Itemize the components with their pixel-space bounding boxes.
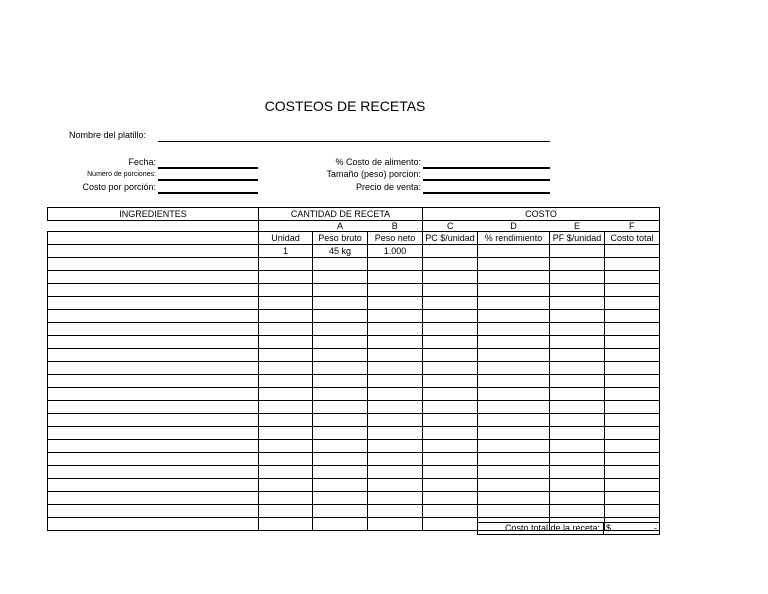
header-cantidad: CANTIDAD DE RECETA <box>259 208 423 221</box>
portions-label: Numero de porciones: <box>87 171 156 178</box>
table-cell[interactable] <box>478 349 550 362</box>
table-cell[interactable] <box>605 310 660 323</box>
table-cell[interactable] <box>550 271 605 284</box>
table-cell[interactable] <box>368 362 423 375</box>
peso-bruto-cell[interactable]: 45 kg <box>313 245 368 258</box>
table-cell[interactable] <box>368 349 423 362</box>
table-cell[interactable] <box>48 401 259 414</box>
table-cell[interactable] <box>478 440 550 453</box>
table-cell[interactable] <box>605 362 660 375</box>
sale-price-label: Precio de venta: <box>355 182 421 192</box>
table-cell[interactable] <box>423 466 478 479</box>
table-cell[interactable] <box>48 271 259 284</box>
column-pf-unidad: PF $/unidad <box>550 232 605 245</box>
table-cell[interactable] <box>478 323 550 336</box>
table-cell[interactable] <box>313 440 368 453</box>
table-cell[interactable] <box>605 479 660 492</box>
table-cell[interactable] <box>423 479 478 492</box>
empty-rows <box>48 258 660 531</box>
table-cell[interactable] <box>605 284 660 297</box>
table-row <box>48 375 660 388</box>
table-cell[interactable] <box>605 401 660 414</box>
peso-neto-cell[interactable]: 1.000 <box>368 245 423 258</box>
table-cell[interactable] <box>423 401 478 414</box>
table-cell[interactable] <box>48 310 259 323</box>
table-cell[interactable] <box>313 323 368 336</box>
table-cell[interactable] <box>605 440 660 453</box>
table-row <box>48 258 660 271</box>
column-peso-neto: Peso neto <box>368 232 423 245</box>
table-cell[interactable] <box>48 414 259 427</box>
table-cell[interactable] <box>423 362 478 375</box>
table-cell[interactable] <box>259 492 313 505</box>
table-cell[interactable] <box>478 336 550 349</box>
table-cell[interactable] <box>423 323 478 336</box>
table-cell[interactable] <box>478 453 550 466</box>
table-cell[interactable] <box>550 362 605 375</box>
table-cell[interactable] <box>368 414 423 427</box>
table-cell[interactable] <box>259 440 313 453</box>
table-cell[interactable] <box>259 505 313 518</box>
table-cell[interactable] <box>605 258 660 271</box>
table-cell[interactable] <box>313 388 368 401</box>
table-cell[interactable] <box>550 479 605 492</box>
table-row <box>48 349 660 362</box>
table-cell[interactable] <box>605 336 660 349</box>
table-cell[interactable] <box>259 297 313 310</box>
table-row <box>48 297 660 310</box>
letter-f: F <box>605 221 660 232</box>
table-cell[interactable] <box>478 414 550 427</box>
recipe-cost-table <box>47 207 660 531</box>
table-cell[interactable] <box>259 427 313 440</box>
table-cell[interactable] <box>423 336 478 349</box>
table-cell[interactable] <box>605 492 660 505</box>
letter-c: C <box>423 221 478 232</box>
recipe-total <box>477 522 660 535</box>
currency-symbol: $ <box>606 523 612 533</box>
table-cell[interactable] <box>259 518 313 531</box>
table-cell[interactable] <box>368 492 423 505</box>
table-cell[interactable] <box>48 388 259 401</box>
table-cell[interactable] <box>313 505 368 518</box>
table-cell[interactable] <box>368 453 423 466</box>
table-cell[interactable] <box>48 453 259 466</box>
table-cell[interactable] <box>478 388 550 401</box>
table-cell[interactable] <box>550 492 605 505</box>
table-cell[interactable] <box>478 401 550 414</box>
recipe-total-value <box>604 523 659 534</box>
unidad-cell[interactable]: 1 <box>259 245 313 258</box>
table-cell[interactable] <box>550 401 605 414</box>
table-cell[interactable] <box>605 453 660 466</box>
table-cell[interactable] <box>368 323 423 336</box>
table-cell[interactable] <box>368 479 423 492</box>
table-cell[interactable] <box>368 297 423 310</box>
table-cell[interactable] <box>423 440 478 453</box>
table-cell[interactable] <box>423 284 478 297</box>
table-cell[interactable] <box>368 310 423 323</box>
table-cell[interactable] <box>313 258 368 271</box>
table-cell[interactable] <box>48 349 259 362</box>
table-cell[interactable] <box>605 375 660 388</box>
header-costo: COSTO <box>423 208 660 221</box>
table-cell[interactable] <box>259 284 313 297</box>
table-cell[interactable] <box>259 414 313 427</box>
table-cell[interactable] <box>368 336 423 349</box>
table-cell[interactable] <box>313 375 368 388</box>
table-cell[interactable] <box>478 362 550 375</box>
table-cell[interactable] <box>605 349 660 362</box>
table-cell[interactable] <box>423 505 478 518</box>
table-cell[interactable] <box>48 258 259 271</box>
table-cell[interactable] <box>423 414 478 427</box>
table-cell[interactable] <box>423 492 478 505</box>
table-cell[interactable] <box>313 427 368 440</box>
table-cell[interactable] <box>423 297 478 310</box>
table-cell[interactable] <box>478 479 550 492</box>
table-cell[interactable] <box>550 336 605 349</box>
table-row <box>48 401 660 414</box>
portion-size-label: Tamaño (peso) porcion: <box>326 169 421 179</box>
table-cell[interactable] <box>48 466 259 479</box>
date-label: Fecha: <box>128 157 156 167</box>
table-row <box>48 245 660 258</box>
table-cell[interactable] <box>478 492 550 505</box>
table-row <box>48 271 660 284</box>
table-cell[interactable] <box>259 453 313 466</box>
table-cell[interactable] <box>259 466 313 479</box>
total-amount: - <box>654 523 657 533</box>
table-cell[interactable] <box>423 271 478 284</box>
table-cell[interactable] <box>550 427 605 440</box>
table-cell[interactable] <box>48 362 259 375</box>
table-cell[interactable] <box>259 388 313 401</box>
table-cell[interactable] <box>550 310 605 323</box>
table-cell[interactable] <box>48 336 259 349</box>
table-row <box>48 336 660 349</box>
table-cell[interactable] <box>313 479 368 492</box>
table-cell[interactable] <box>259 362 313 375</box>
table-cell[interactable] <box>259 336 313 349</box>
table-cell[interactable] <box>478 284 550 297</box>
table-row <box>48 427 660 440</box>
table-cell[interactable] <box>478 505 550 518</box>
table-cell[interactable] <box>368 258 423 271</box>
table-cell[interactable] <box>259 271 313 284</box>
table-cell[interactable] <box>423 349 478 362</box>
recipe-total-label: Costo total de la receta: <box>478 523 604 534</box>
table-cell[interactable] <box>605 427 660 440</box>
table-cell[interactable] <box>605 466 660 479</box>
table-cell[interactable] <box>259 258 313 271</box>
column-rendimiento: % rendimiento <box>478 232 550 245</box>
table-cell[interactable] <box>48 284 259 297</box>
table-cell[interactable] <box>368 401 423 414</box>
table-row <box>48 479 660 492</box>
table-cell[interactable] <box>550 375 605 388</box>
table-row <box>48 440 660 453</box>
table-cell[interactable] <box>368 427 423 440</box>
table-cell[interactable] <box>550 505 605 518</box>
table-cell[interactable] <box>313 349 368 362</box>
table-row <box>48 388 660 401</box>
table-cell[interactable] <box>478 310 550 323</box>
table-cell[interactable] <box>48 375 259 388</box>
table-cell[interactable] <box>368 388 423 401</box>
ingredient-cell[interactable] <box>48 245 259 258</box>
table-cell[interactable] <box>313 284 368 297</box>
table-cell[interactable] <box>48 323 259 336</box>
letter-a: A <box>336 221 343 231</box>
letter-d: D <box>510 221 517 231</box>
table-cell[interactable] <box>605 271 660 284</box>
table-row <box>48 453 660 466</box>
letter-e: E <box>573 221 580 231</box>
table-cell[interactable] <box>478 375 550 388</box>
table-cell[interactable] <box>313 492 368 505</box>
table-cell[interactable] <box>550 466 605 479</box>
cost-per-portion-field[interactable] <box>158 192 258 194</box>
table-cell[interactable] <box>550 453 605 466</box>
table-row <box>48 492 660 505</box>
table-cell[interactable] <box>259 479 313 492</box>
table-cell[interactable] <box>313 401 368 414</box>
table-cell[interactable] <box>423 388 478 401</box>
table-cell[interactable] <box>550 440 605 453</box>
header-ingredientes: INGREDIENTES <box>48 208 259 221</box>
table-cell[interactable] <box>368 375 423 388</box>
rendimiento-cell[interactable] <box>478 245 550 258</box>
column-peso-bruto: Peso bruto <box>313 232 368 245</box>
table-cell[interactable] <box>478 427 550 440</box>
table-row <box>48 505 660 518</box>
table-cell[interactable] <box>313 336 368 349</box>
table-cell[interactable] <box>550 414 605 427</box>
table-cell[interactable] <box>605 388 660 401</box>
food-cost-label: % Costo de alimento: <box>335 157 421 167</box>
date-field[interactable] <box>158 167 258 169</box>
table-cell[interactable] <box>313 518 368 531</box>
page-title: COSTEOS DE RECETAS <box>264 98 426 114</box>
table-cell[interactable] <box>259 401 313 414</box>
table-cell[interactable] <box>259 310 313 323</box>
table-cell[interactable] <box>313 414 368 427</box>
table-cell[interactable] <box>368 271 423 284</box>
table-cell[interactable] <box>605 505 660 518</box>
table-cell[interactable] <box>48 427 259 440</box>
table-row <box>48 310 660 323</box>
table-cell[interactable] <box>423 453 478 466</box>
table-cell[interactable] <box>605 414 660 427</box>
table-cell[interactable] <box>605 323 660 336</box>
dish-name-label: Nombre del platillo: <box>69 130 147 140</box>
table-cell[interactable] <box>478 297 550 310</box>
table-cell[interactable] <box>368 505 423 518</box>
pf-unidad-cell[interactable] <box>550 245 605 258</box>
table-cell[interactable] <box>550 349 605 362</box>
table-cell[interactable] <box>550 297 605 310</box>
table-row <box>48 466 660 479</box>
table-cell[interactable] <box>550 323 605 336</box>
table-cell[interactable] <box>48 297 259 310</box>
table-cell[interactable] <box>423 375 478 388</box>
table-cell[interactable] <box>313 271 368 284</box>
table-cell[interactable] <box>423 258 478 271</box>
table-cell[interactable] <box>48 440 259 453</box>
letter-b: B <box>391 221 398 231</box>
table-cell[interactable] <box>48 492 259 505</box>
table-row <box>48 323 660 336</box>
table-cell[interactable] <box>478 466 550 479</box>
table-cell[interactable] <box>313 310 368 323</box>
table-cell[interactable] <box>48 505 259 518</box>
table-row <box>48 362 660 375</box>
column-unidad: Unidad <box>259 232 313 245</box>
pc-unidad-cell[interactable] <box>423 245 478 258</box>
table-cell[interactable] <box>478 271 550 284</box>
table-cell[interactable] <box>478 258 550 271</box>
table-cell[interactable] <box>550 258 605 271</box>
table-cell[interactable] <box>550 388 605 401</box>
table-cell[interactable] <box>259 323 313 336</box>
table-cell[interactable] <box>550 284 605 297</box>
table-cell[interactable] <box>423 310 478 323</box>
table-cell[interactable] <box>368 440 423 453</box>
table-cell[interactable] <box>313 453 368 466</box>
table-cell[interactable] <box>259 375 313 388</box>
table-row <box>48 284 660 297</box>
table-cell[interactable] <box>423 518 478 531</box>
table-cell[interactable] <box>605 297 660 310</box>
cost-per-portion-label: Costo por porción: <box>82 182 156 192</box>
portion-size-field[interactable] <box>423 179 550 181</box>
table-cell[interactable] <box>259 349 313 362</box>
dish-name-field[interactable] <box>158 141 550 142</box>
table-cell[interactable] <box>423 427 478 440</box>
column-pc-unidad: PC $/unidad <box>423 232 478 245</box>
column-ingredient-blank <box>48 232 259 245</box>
table-cell[interactable] <box>313 362 368 375</box>
table-cell[interactable] <box>48 479 259 492</box>
table-cell[interactable] <box>313 297 368 310</box>
table-row <box>48 414 660 427</box>
table-cell[interactable] <box>368 466 423 479</box>
table-cell[interactable] <box>368 518 423 531</box>
sale-price-field[interactable] <box>423 192 550 194</box>
table-cell[interactable] <box>313 466 368 479</box>
costo-total-cell[interactable] <box>605 245 660 258</box>
food-cost-field[interactable] <box>423 167 550 169</box>
table-cell[interactable] <box>368 284 423 297</box>
table-cell[interactable] <box>48 518 259 531</box>
column-costo-total: Costo total <box>605 232 660 245</box>
portions-field[interactable] <box>158 179 258 181</box>
